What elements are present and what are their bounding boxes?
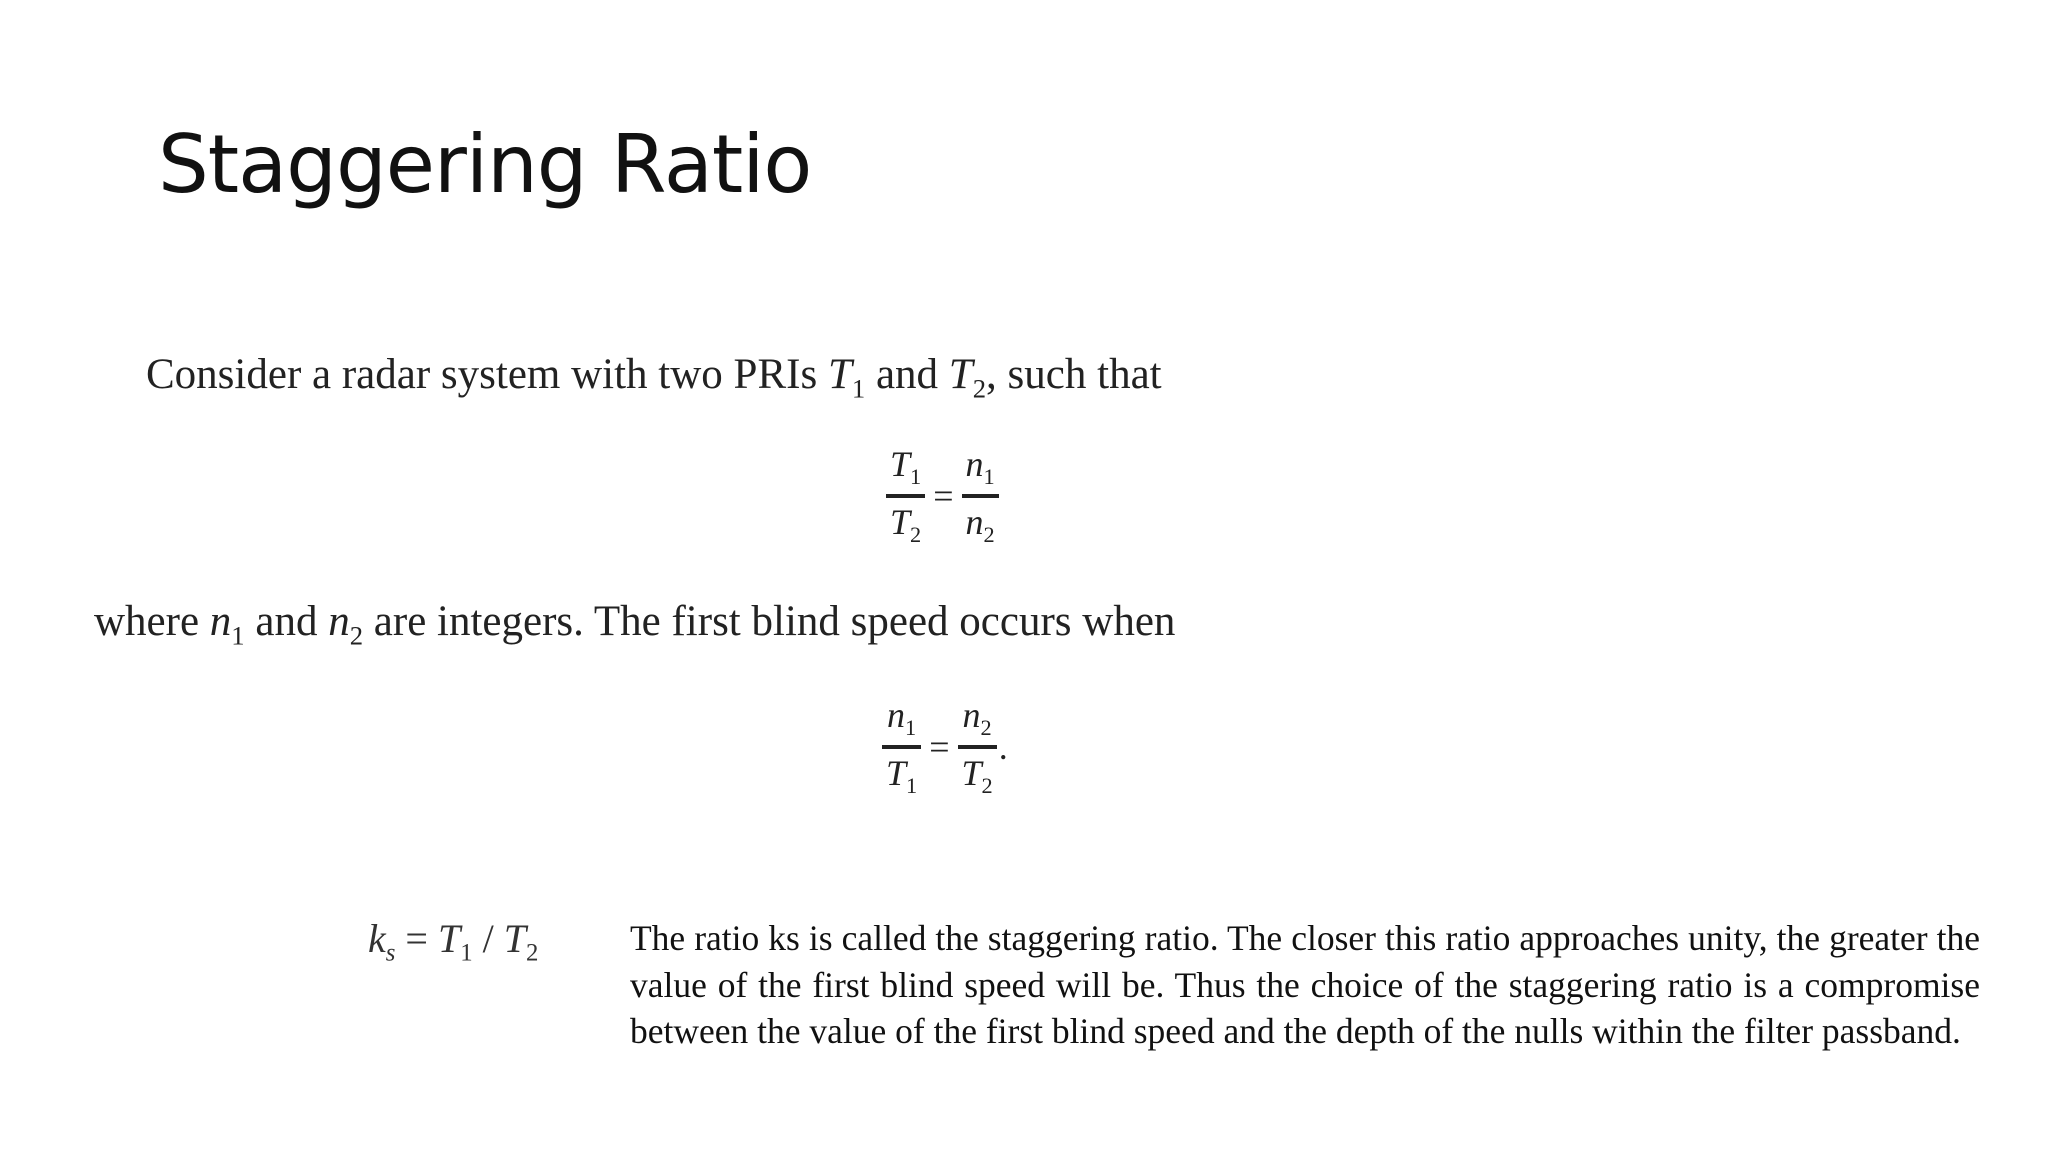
equation-period: . [998,727,1008,768]
equals-sign: = [933,476,954,517]
equation-pri-ratio [886,446,999,546]
fraction-t1-over-t2 [886,446,925,546]
where-text-start: where [94,598,210,645]
sub-n1: 1 [231,620,245,651]
fraction-bar [962,494,999,498]
intro-text-mid: and [865,351,949,398]
fraction-denominator: $T_1$ [886,753,918,799]
intro-text-end: , such that [986,351,1162,398]
intro-text-start: Consider a radar system with two PRIs [146,351,828,398]
blind-speed-sentence [94,597,1175,651]
ks-formula [368,915,538,968]
var-t1: T [827,351,852,398]
fraction-numerator: $T_1$ [890,444,922,489]
ks-slash: / [472,916,504,961]
staggering-ratio-description: The ratio ks is called the staggering ratio. The closer this ratio approaches unity, the greater the value of the first blind speed will be. Thus the choice of the staggering ratio is a compromise between the value of the first blind speed and the depth of the nulls within the filter passband. [630,918,1980,1051]
var-t2: T [948,351,973,398]
fraction-bar [882,745,921,749]
ks-var: k [368,916,386,961]
ks-t1-sub: 1 [460,939,473,967]
fraction-n2-over-t2 [958,697,997,797]
ks-equals: = [395,916,438,961]
fraction-n1-over-n2 [962,446,999,546]
slide-title: Staggering Ratio [158,118,812,211]
ks-t1-var: T [437,916,461,961]
fraction-n1-over-t1 [882,697,921,797]
fraction-numerator: $n_2$ [962,695,992,740]
sub-n2: 2 [349,620,364,651]
var-n1: n [209,598,232,645]
ks-t2-var: T [503,916,527,961]
intro-sentence [146,350,1162,404]
where-text-end: are integers. The first blind speed occurs when [363,598,1176,645]
fraction-numerator: $n_1$ [887,695,917,740]
fraction-bar [886,494,925,498]
ks-sub: s [385,939,396,967]
equation-blind-speed [882,697,1008,797]
fraction-denominator: $T_2$ [890,502,922,548]
fraction-bar [958,745,997,749]
sub-t1: 1 [851,373,866,404]
fraction-denominator: $n_2$ [965,502,995,548]
where-text-mid: and [244,598,329,645]
ks-t2-sub: 2 [526,939,539,967]
fraction-denominator: $T_2$ [961,753,993,799]
sub-t2: 2 [972,373,987,404]
equals-sign: = [929,727,950,768]
var-n2: n [328,598,350,645]
fraction-numerator: $n_1$ [965,444,995,489]
